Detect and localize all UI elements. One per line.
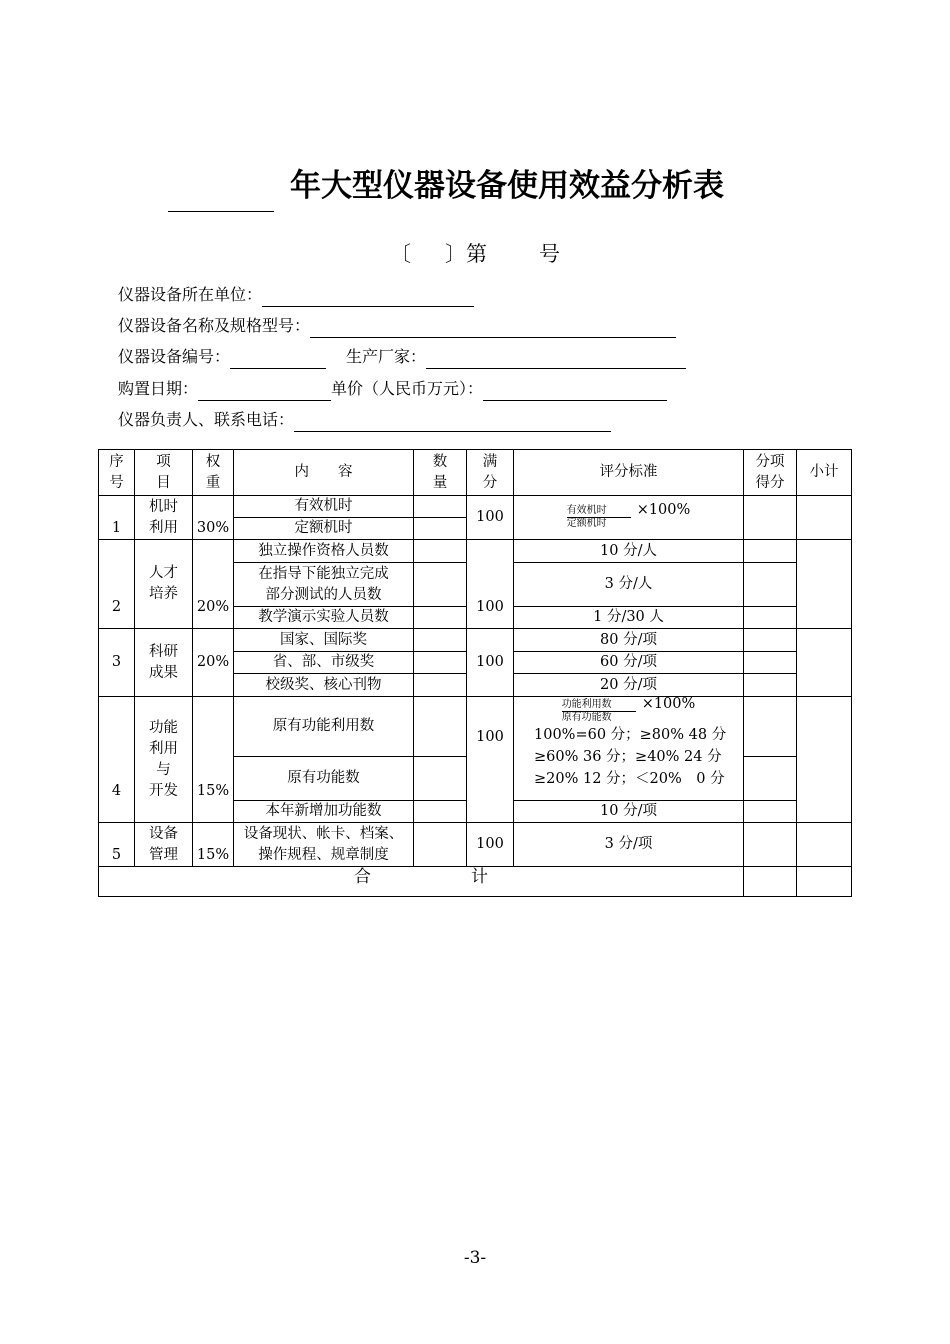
serial-number: [0, 238, 950, 268]
row1-qty-1[interactable]: [414, 496, 467, 518]
row3-content-2: 省、部、市级奖: [234, 652, 414, 674]
header-subscore: 分项 得分: [744, 450, 797, 496]
field-name-label: 仪器设备名称及规格型号：: [118, 316, 311, 335]
row2-subscore-1[interactable]: [744, 540, 797, 563]
page-title: 年大型仪器设备使用效益分析表: [290, 168, 724, 204]
row1-criteria: $\frac{\text{有效机时}}{\text{定额机时}}$ ×100%: [514, 496, 744, 540]
row2-no: 2: [99, 540, 135, 629]
field-maker-blank[interactable]: [426, 348, 686, 369]
row5-qty[interactable]: [414, 823, 467, 867]
field-date-label: 购置日期：: [118, 379, 199, 398]
row5-criteria: 3 分/项: [514, 823, 744, 867]
field-date: [118, 377, 667, 401]
field-number-blank[interactable]: [230, 348, 326, 369]
row3-qty-3[interactable]: [414, 674, 467, 697]
field-date-blank[interactable]: [198, 380, 331, 401]
field-number: [118, 345, 686, 369]
row3-criteria-1: 80 分/项: [514, 629, 744, 652]
total-row: [99, 867, 852, 897]
row2-subscore-3[interactable]: [744, 607, 797, 629]
field-price-label: 单价（人民币万元）：: [331, 379, 484, 398]
row2-qty-1[interactable]: [414, 540, 467, 563]
row2-qty-2[interactable]: [414, 563, 467, 607]
row3-criteria-3: 20 分/项: [514, 674, 744, 697]
row3-subscore-3[interactable]: [744, 674, 797, 697]
row1-subtotal[interactable]: [797, 496, 852, 540]
row1-no: 1: [99, 496, 135, 540]
row4-criteria-1: $\frac{\text{功能利用数}}{\text{原有功能数}}$ ×100% 100%=60 分；≥80% 48 分 ≥60% 36 分；≥40% 24 分 ≥20% 12 分；＜20% 0 分: [514, 697, 744, 801]
row4-qty-2[interactable]: [414, 757, 467, 801]
field-price-blank[interactable]: [483, 380, 667, 401]
row4-full: 100: [467, 697, 514, 823]
table-row: [99, 629, 852, 652]
row4-qty-1[interactable]: [414, 697, 467, 757]
row2-full: 100: [467, 540, 514, 629]
row3-criteria-2: 60 分/项: [514, 652, 744, 674]
field-contact: [118, 408, 611, 432]
field-maker-label: 生产厂家：: [346, 347, 427, 366]
row2-item: 人才 培养: [135, 540, 193, 629]
year-blank-line: [168, 211, 274, 212]
row2-criteria-3: 1 分/30 人: [514, 607, 744, 629]
row1-subscore[interactable]: [744, 496, 797, 540]
table-row: [99, 496, 852, 518]
total-subtotal[interactable]: [797, 867, 852, 897]
row5-subtotal[interactable]: [797, 823, 852, 867]
row4-item: 功能 利用 与 开发: [135, 697, 193, 823]
row1-weight: 30%: [193, 496, 234, 540]
header-subtotal: 小计: [797, 450, 852, 496]
total-subscore[interactable]: [744, 867, 797, 897]
field-name-blank[interactable]: [310, 317, 676, 338]
row4-subscore-1[interactable]: [744, 697, 797, 757]
header-item: 项 目: [135, 450, 193, 496]
field-unit-label: 仪器设备所在单位：: [118, 285, 263, 304]
row2-criteria-2: 3 分/人: [514, 563, 744, 607]
row2-content-3: 教学演示实验人员数: [234, 607, 414, 629]
row4-content-2: 原有功能数: [234, 757, 414, 801]
serial-right-bracket: 〕第: [445, 242, 487, 266]
row1-content-1: 有效机时: [234, 496, 414, 518]
header-criteria: 评分标准: [514, 450, 744, 496]
row3-content-3: 校级奖、核心刊物: [234, 674, 414, 697]
table-row: [99, 823, 852, 867]
row3-no: 3: [99, 629, 135, 697]
row2-content-2: 在指导下能独立完成 部分测试的人员数: [234, 563, 414, 607]
row3-item: 科研 成果: [135, 629, 193, 697]
header-content: 内 容: [234, 450, 414, 496]
row5-subscore[interactable]: [744, 823, 797, 867]
row3-weight: 20%: [193, 629, 234, 697]
row3-subtotal[interactable]: [797, 629, 852, 697]
row5-weight: 15%: [193, 823, 234, 867]
row4-no: 4: [99, 697, 135, 823]
row3-full: 100: [467, 629, 514, 697]
header-qty: 数 量: [414, 450, 467, 496]
row5-item: 设备 管理: [135, 823, 193, 867]
row5-full: 100: [467, 823, 514, 867]
row1-qty-2[interactable]: [414, 518, 467, 540]
table-row: [99, 540, 852, 563]
header-no: 序 号: [99, 450, 135, 496]
serial-left-bracket: 〔: [390, 242, 411, 266]
row1-content-2: 定额机时: [234, 518, 414, 540]
page-number: -3-: [463, 1248, 487, 1268]
row3-subscore-2[interactable]: [744, 652, 797, 674]
row4-content-3: 本年新增加功能数: [234, 801, 414, 823]
benefit-table: [98, 449, 852, 897]
field-unit: [118, 283, 474, 307]
row4-subscore-3[interactable]: [744, 801, 797, 823]
row4-qty-3[interactable]: [414, 801, 467, 823]
row2-criteria-1: 10 分/人: [514, 540, 744, 563]
row2-subscore-2[interactable]: [744, 563, 797, 607]
row3-subscore-1[interactable]: [744, 629, 797, 652]
row4-subscore-2[interactable]: [744, 757, 797, 801]
row3-qty-2[interactable]: [414, 652, 467, 674]
serial-suffix: 号: [539, 242, 560, 266]
row3-content-1: 国家、国际奖: [234, 629, 414, 652]
table-row: [99, 697, 852, 757]
row4-subtotal[interactable]: [797, 697, 852, 823]
row2-weight: 20%: [193, 540, 234, 629]
row1-item: 机时 利用: [135, 496, 193, 540]
field-contact-label: 仪器负责人、联系电话：: [118, 410, 295, 429]
row4-criteria-3: 10 分/项: [514, 801, 744, 823]
row4-weight: 15%: [193, 697, 234, 823]
field-number-label: 仪器设备编号：: [118, 347, 231, 366]
row1-full: 100: [467, 496, 514, 540]
header-full: 满 分: [467, 450, 514, 496]
field-contact-blank[interactable]: [294, 411, 611, 432]
total-label: 合 计: [99, 867, 744, 897]
row5-content: 设备现状、帐卡、档案、 操作规程、规章制度: [234, 823, 414, 867]
field-unit-blank[interactable]: [262, 286, 474, 307]
field-name: [118, 314, 676, 338]
row3-qty-1[interactable]: [414, 629, 467, 652]
header-row: [99, 450, 852, 496]
row2-content-1: 独立操作资格人员数: [234, 540, 414, 563]
header-weight: 权 重: [193, 450, 234, 496]
row5-no: 5: [99, 823, 135, 867]
row2-qty-3[interactable]: [414, 607, 467, 629]
row2-subtotal[interactable]: [797, 540, 852, 629]
row4-content-1: 原有功能利用数: [234, 697, 414, 757]
